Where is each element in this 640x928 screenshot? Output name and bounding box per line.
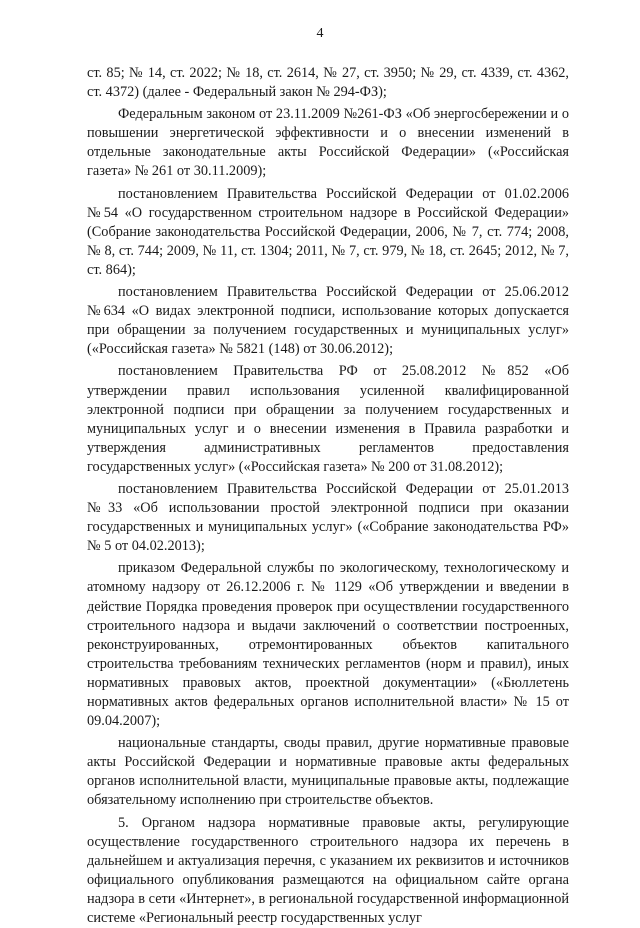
paragraph-resolution-33: постановлением Правительства Российской Федерации от 25.01.2013 №33 «Об использовании простой электронной подписи при оказании государственных и муниципальных услуг» («Собрание законодательства РФ» № 5 от 04.02.2013); [87, 480, 569, 555]
paragraph-federal-law-261: Федеральным законом от 23.11.2009 №261-ФЗ «Об энергосбережении и о повышении энергетической эффективности и о внесении изменений в отдельные законодательные акты Российской Федерации» («Российская газета» № 261 от 30.11.2009); [87, 106, 569, 180]
page-number: 4 [316, 26, 324, 41]
paragraph-national-standards: национальные стандарты, своды правил, другие нормативные правовые акты Российской Федерации и нормативные правовые акты федеральных органов исполнительной власти, муниципальные правовые акты, подлежащие обязательному исполнению при строительстве объектов. [87, 735, 569, 809]
paragraph-resolution-852: постановлением Правительства РФ от 25.08.2012 №852 «Об утверждении правил использования усиленной квалифицированной электронной подписи при обращении за получением государственных и муниципальных услуг и о внесении изменения в Правила разработки и утверждения административных регламентов предоставления государственных услуг» («Российская газета» № 200 от 31.08.2012); [87, 363, 569, 475]
paragraph-order-1129: приказом Федеральной службы по экологическому, технологическому и атомному надзору от 26.12.2006 г. № 1129 «Об утверждении и введении в действие Порядка проведения проверок при осуществлении государственного строительного надзора и выдачи заключений о соответствии построенных, реконструированных, отремонтированных объектов капитального строительства требованиям технических регламентов (норм и правил), иных нормативных правовых актов, проектной документации» («Бюллетень нормативных актов федеральных органов исполнительной власти» № 15 от 09.04.2007); [87, 560, 569, 730]
paragraph-item-5: 5. Органом надзора нормативные правовые акты, регулирующие осуществление государственного строительного надзора их перечень в дальнейшем и актуализация перечня, с указанием их реквизитов и источников официального опубликования размещаются на официальном сайте органа надзора в сети «Интернет», в региональной государственной информационной системе «Региональный реестр государственных услуг [87, 814, 569, 927]
paragraph-resolution-634: постановлением Правительства Российской Федерации от 25.06.2012 №634 «О видах электронной подписи, использование которых допускается при обращении за получением государственных и муниципальных услуг» («Российская газета» № 5821 (148) от 30.06.2012); [87, 284, 569, 358]
paragraph-continuation: ст. 85; № 14, ст. 2022; № 18, ст. 2614, № 27, ст. 3950; № 29, ст. 4339, ст. 4362, ст. 4372) (далее - Федеральный закон № 294-ФЗ); [87, 65, 569, 101]
paragraph-resolution-54: постановлением Правительства Российской Федерации от 01.02.2006 №54 «О государственном строительном надзоре в Российской Федерации» (Собрание законодательства Российской Федерации, 2006, № 7, ст. 774; 2008, № 8, ст. 744; 2009, № 11, ст. 1304; 2011, № 7, ст. 979, № 18, ст. 2645; 2012, № 7, ст. 864); [87, 185, 569, 278]
document-body [87, 64, 569, 928]
